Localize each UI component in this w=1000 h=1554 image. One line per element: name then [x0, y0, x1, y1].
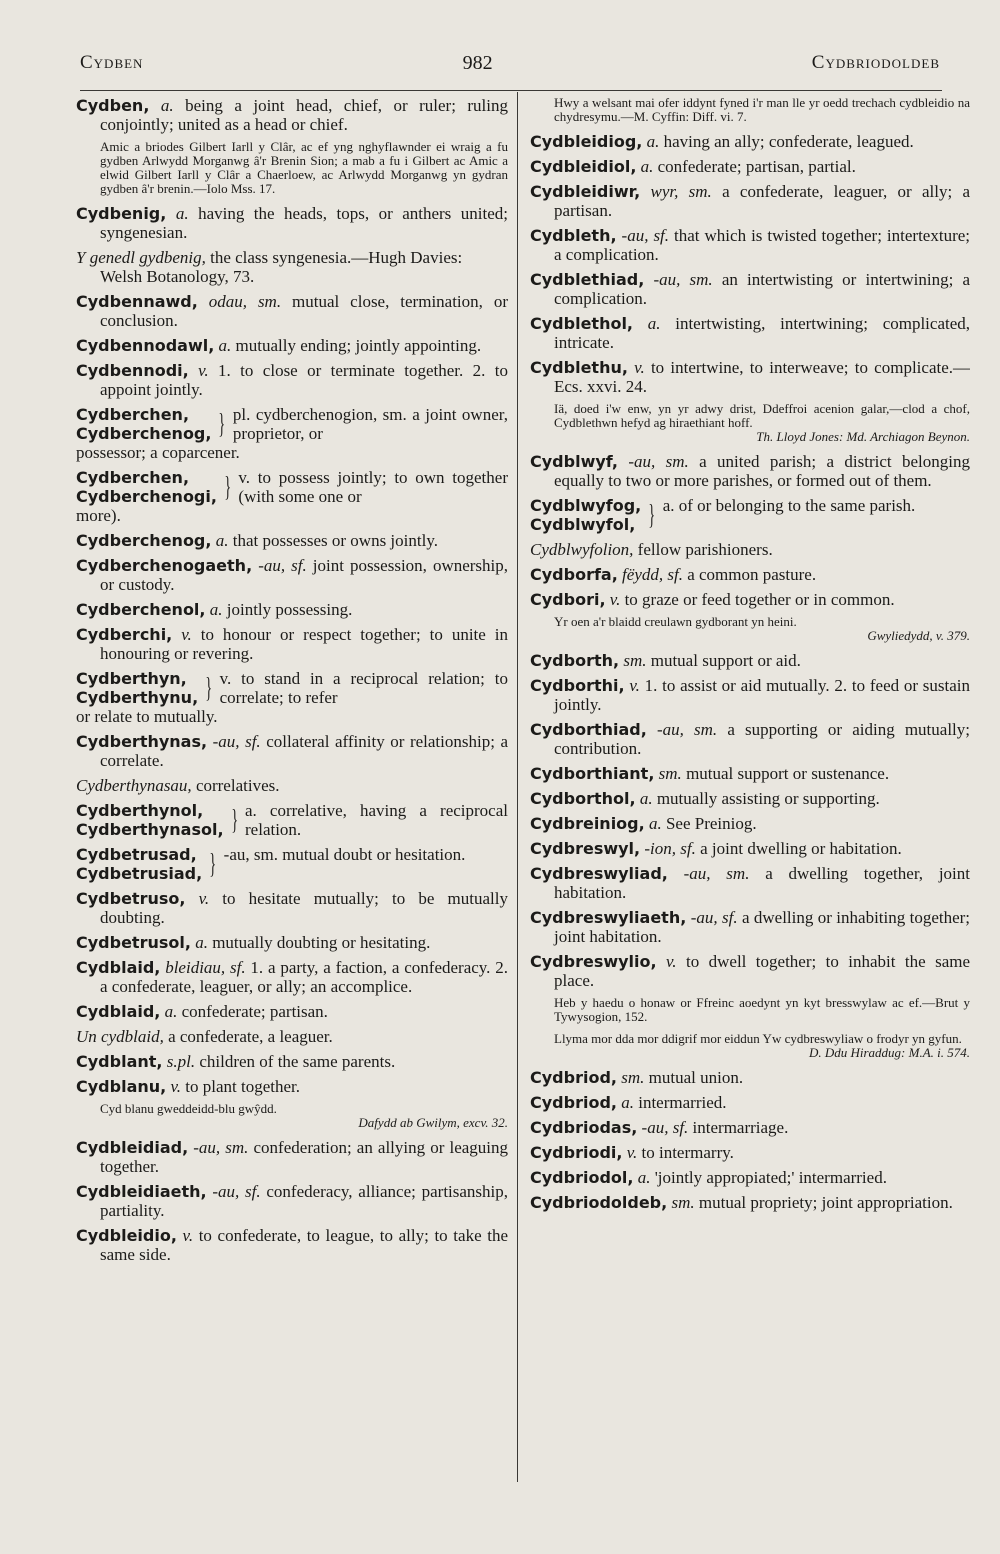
entry: [530, 839, 970, 858]
part-of-speech: a.: [637, 1168, 651, 1187]
usage-text: the class syngenesia.—Hugh Davies: Welsh Botanology, 73.: [100, 248, 463, 286]
headword: Cydbreiniog,: [530, 814, 645, 833]
part-of-speech: sm.: [621, 1068, 645, 1087]
definition: to hesitate mutually; to be mutually doubting.: [100, 889, 508, 927]
part-of-speech: -au, sm.: [628, 452, 689, 471]
definition: to intertwine, to interweave; to complicate.—Ecs. xxvi. 24.: [554, 358, 970, 396]
definition: being a joint head, chief, or ruler; ruling conjointly; united as a head or chief.: [100, 96, 508, 134]
headword: Cydborthiant,: [530, 764, 655, 783]
header-left-guideword: Cydben: [80, 52, 144, 73]
headword: Cydblwyf,: [530, 452, 618, 471]
entry: [76, 1182, 508, 1220]
headword: Cydbleidiog,: [530, 132, 643, 151]
citation-text: Cyd blanu gweddeidd-blu gwŷdd.: [100, 1101, 277, 1116]
part-of-speech: -au, sf.: [641, 1118, 689, 1137]
part-of-speech: v.: [170, 1077, 182, 1096]
paired-entry: [76, 801, 508, 839]
part-of-speech: v.: [182, 1226, 194, 1245]
definition: an intertwisting or intertwining; a complication.: [554, 270, 970, 308]
right-column: [530, 96, 970, 1218]
definition: v. to possess jointly; to own together (with some one or: [238, 468, 508, 506]
definition: pl. cydberchenogion, sm. a joint owner, proprietor, or: [232, 405, 508, 443]
definition: a joint dwelling or habitation.: [700, 839, 902, 858]
part-of-speech: v.: [629, 676, 640, 695]
headword: Cydberchenogi,: [76, 487, 217, 506]
citation-source: Dafydd ab Gwilym, excv. 32.: [358, 1115, 508, 1130]
definition: that possesses or owns jointly.: [232, 531, 438, 550]
citation-source: Gwyliedydd, v. 379.: [867, 628, 970, 643]
definition-continued: or relate to mutually.: [76, 707, 218, 726]
definition: a confederate, leaguer, or ally; a partisan.: [554, 182, 970, 220]
definition: to intermarry.: [641, 1143, 734, 1162]
entry: [76, 292, 508, 330]
headword: Cydblethol,: [530, 314, 634, 333]
paired-entry: [76, 669, 508, 707]
definition: a united parish; a district belonging equally to two or more parishes, or formed out of them.: [554, 452, 970, 490]
entry: [530, 590, 970, 609]
definition: a supporting or aiding mutually; contribution.: [554, 720, 970, 758]
headword: Cydblaid,: [76, 958, 161, 977]
part-of-speech: a.: [621, 1093, 634, 1112]
definition: joint possession, ownership, or custody.: [100, 556, 508, 594]
entry: [530, 182, 970, 220]
headword: Cydbleidiad,: [76, 1138, 189, 1157]
headword: Cydblwyfog,: [530, 496, 642, 515]
headword: Cydberchenol,: [76, 600, 206, 619]
entry: [76, 531, 508, 550]
definition: confederate; partisan.: [181, 1002, 328, 1021]
entry: [530, 1168, 970, 1187]
citation-source: Th. Lloyd Jones: Md. Archiagon Beynon.: [756, 429, 970, 444]
running-header: [80, 48, 940, 78]
citation: [530, 996, 970, 1024]
definition: mutually doubting or hesitating.: [212, 933, 431, 952]
entry: [76, 556, 508, 594]
part-of-speech: -au, sf.: [212, 1182, 261, 1201]
definition: 1. to assist or aid mutually. 2. to feed or sustain jointly.: [554, 676, 970, 714]
definition: 1. to close or terminate together. 2. to appoint jointly.: [100, 361, 508, 399]
headword: Cydberchen,: [76, 405, 190, 424]
entry: [76, 1002, 508, 1021]
entry: [530, 565, 970, 584]
headword: Cydberthynol,: [76, 801, 204, 820]
part-of-speech: -au, sm.: [656, 720, 718, 739]
definition: to dwell together; to inhabit the same place.: [554, 952, 970, 990]
headword: Cydbleidio,: [76, 1226, 177, 1245]
left-column: [76, 96, 508, 1270]
usage-phrase: Y genedl gydbenig,: [76, 248, 206, 267]
entry: [76, 204, 508, 242]
definition: a. of or belonging to the same parish.: [662, 496, 916, 515]
headword: Cydbleth,: [530, 226, 617, 245]
citation-text: Heb y haedu o honaw or Ffreinc aoedynt yn kyt bresswylaw ac ef.—Brut y Tywysogion, 152.: [554, 995, 970, 1024]
definition: mutually ending; jointly appointing.: [235, 336, 482, 355]
definition: mutually assisting or supporting.: [656, 789, 880, 808]
part-of-speech: v.: [634, 358, 645, 377]
headword: Cydbriodi,: [530, 1143, 623, 1162]
headword: Cydbreswylio,: [530, 952, 657, 971]
entry: [76, 1138, 508, 1176]
part-of-speech: a.: [195, 933, 208, 952]
entry: [530, 157, 970, 176]
definition-continued: more).: [76, 506, 121, 525]
headword: Cydbriodol,: [530, 1168, 634, 1187]
entry: [530, 1193, 970, 1212]
headword: Cydblethu,: [530, 358, 628, 377]
headword: Cydberchenogaeth,: [76, 556, 253, 575]
entry: [530, 651, 970, 670]
part-of-speech: -au, sf.: [212, 732, 261, 751]
definition: -au, sm. mutual doubt or hesitation.: [223, 845, 466, 864]
part-of-speech: a.: [640, 157, 654, 176]
part-of-speech: -ion, sf.: [644, 839, 696, 858]
definition: See Preiniog.: [665, 814, 757, 833]
brace: }: [224, 471, 232, 503]
headword: Cydbennodi,: [76, 361, 189, 380]
usage-text: a confederate, a leaguer.: [168, 1027, 333, 1046]
citation-text: Amic a briodes Gilbert Iarll y Clâr, ac ef yng nghyflawnder ei wraig a fu gydben Arlwydd Morganwg â'r Brenin Sion; a mab a fu i Gilbert ac Amic a elwid Gilbert Iarll y Clâr a Chaerloew, ac Arlwydd Morganwg yn gydran gydben â'r brenin.—Iolo Mss. 17.: [100, 139, 508, 196]
headword: Cydbriod,: [530, 1093, 617, 1112]
entry: [530, 132, 970, 151]
brace: }: [209, 848, 217, 880]
part-of-speech: sm.: [623, 651, 647, 670]
part-of-speech: a.: [646, 132, 660, 151]
usage-text: correlatives.: [195, 776, 280, 795]
entry: [76, 96, 508, 134]
citation: [530, 1032, 970, 1060]
usage-phrase: Cydberthynasau,: [76, 776, 192, 795]
headword: Cydbetrusol,: [76, 933, 191, 952]
part-of-speech: v.: [198, 361, 209, 380]
definition: intermarriage.: [692, 1118, 789, 1137]
headword: Cydborth,: [530, 651, 620, 670]
entry: [76, 889, 508, 927]
citation-text: Yr oen a'r blaidd creulawn gydborant yn heini.: [554, 614, 797, 629]
part-of-speech: a.: [175, 204, 189, 223]
entry: [76, 336, 508, 355]
entry: [530, 314, 970, 352]
headword: Cydbriodas,: [530, 1118, 638, 1137]
part-of-speech: odau, sm.: [208, 292, 282, 311]
part-of-speech: a.: [647, 314, 661, 333]
definition: mutual union.: [648, 1068, 744, 1087]
entry: [530, 789, 970, 808]
definition: confederate; partisan, partial.: [657, 157, 856, 176]
paired-entry: [76, 405, 508, 443]
header-right-guideword: Cydbriodoldeb: [811, 52, 940, 73]
citation: [76, 140, 508, 196]
definition: intermarried.: [638, 1093, 727, 1112]
headword: Cydberthynasol,: [76, 820, 224, 839]
definition: a dwelling together, joint habitation.: [554, 864, 970, 902]
headword: Cydben,: [76, 96, 150, 115]
headword: Cydbetruso,: [76, 889, 186, 908]
headword: Cydbetrusad,: [76, 845, 197, 864]
citation: [530, 402, 970, 444]
headword: Cydblanu,: [76, 1077, 167, 1096]
definition: a dwelling or inhabiting together; joint habitation.: [554, 908, 970, 946]
headword: Cydblethiad,: [530, 270, 645, 289]
usage-phrase: Un cydblaid,: [76, 1027, 164, 1046]
definition: collateral affinity or relationship; a correlate.: [100, 732, 508, 770]
definition: v. to stand in a reciprocal relation; to correlate; to refer: [219, 669, 508, 707]
headword: Cydberthynas,: [76, 732, 208, 751]
headword: Cydbori,: [530, 590, 606, 609]
column-divider: [517, 92, 518, 1482]
headword: Cydbreswyliaeth,: [530, 908, 687, 927]
definition: having an ally; confederate, leagued.: [663, 132, 914, 151]
part-of-speech: v.: [666, 952, 677, 971]
page-number: 982: [462, 51, 493, 74]
part-of-speech: -au, sf.: [621, 226, 670, 245]
part-of-speech: bleidiau, sf.: [165, 958, 246, 977]
entry: [76, 1226, 508, 1264]
entry: [530, 452, 970, 490]
headword: Cydberthyn,: [76, 669, 187, 688]
part-of-speech: sm.: [671, 1193, 695, 1212]
entry: [530, 1143, 970, 1162]
part-of-speech: wyr, sm.: [650, 182, 712, 201]
part-of-speech: v.: [198, 889, 210, 908]
entry: [530, 908, 970, 946]
usage-text: fellow parishioners.: [637, 540, 773, 559]
usage-note: [530, 540, 970, 559]
part-of-speech: fëydd, sf.: [622, 565, 683, 584]
headword: Cydblaid,: [76, 1002, 161, 1021]
entry: [76, 732, 508, 770]
usage-note: [76, 776, 508, 795]
definition: confederation; an allying or leaguing together.: [100, 1138, 508, 1176]
entry: [530, 676, 970, 714]
headword: Cydbleidiaeth,: [76, 1182, 207, 1201]
part-of-speech: v.: [626, 1143, 638, 1162]
entry: [530, 720, 970, 758]
definition: intertwisting, intertwining; complicated, intricate.: [554, 314, 970, 352]
entry: [530, 226, 970, 264]
citation: [76, 1102, 508, 1130]
definition-continued: possessor; a coparcener.: [76, 443, 240, 462]
part-of-speech: a.: [218, 336, 232, 355]
headword: Cydbriodoldeb,: [530, 1193, 668, 1212]
entry: [530, 358, 970, 396]
usage-note: [76, 1027, 508, 1046]
part-of-speech: -au, sm.: [683, 864, 750, 883]
definition: to graze or feed together or in common.: [624, 590, 895, 609]
headword: Cydberchenog,: [76, 424, 212, 443]
part-of-speech: -au, sf.: [258, 556, 307, 575]
definition: that which is twisted together; intertexture; a complication.: [554, 226, 970, 264]
part-of-speech: sm.: [658, 764, 682, 783]
definition: children of the same parents.: [199, 1052, 396, 1071]
headword: Cydborthiad,: [530, 720, 647, 739]
definition: confederacy, alliance; partisanship, partiality.: [100, 1182, 508, 1220]
brace: }: [230, 804, 238, 836]
entry: [530, 764, 970, 783]
brace: }: [205, 672, 213, 704]
part-of-speech: -au, sm.: [193, 1138, 249, 1157]
entry: [530, 952, 970, 990]
headword: Cydborthol,: [530, 789, 636, 808]
entry: [530, 814, 970, 833]
definition: mutual propriety; joint appropriation.: [698, 1193, 953, 1212]
definition: mutual support or sustenance.: [686, 764, 890, 783]
paired-entry: [76, 468, 508, 506]
paired-entry: [76, 845, 508, 883]
headword: Cydbreswyliad,: [530, 864, 668, 883]
headword: Cydbriod,: [530, 1068, 617, 1087]
citation-source: D. Ddu Hiraddug: M.A. i. 574.: [808, 1045, 970, 1060]
part-of-speech: a.: [209, 600, 223, 619]
definition: to confederate, to league, to ally; to take the same side.: [100, 1226, 508, 1264]
citation: [530, 615, 970, 643]
citation-text: Llyma mor dda mor ddigrif mor eiddun Yw cydbreswyliaw o frodyr yn gyfun.: [554, 1031, 962, 1046]
headword: Cydberchenog,: [76, 531, 212, 550]
citation: [530, 96, 970, 124]
definition: a common pasture.: [687, 565, 817, 584]
definition: mutual close, termination, or conclusion.: [100, 292, 508, 330]
part-of-speech: s.pl.: [166, 1052, 196, 1071]
entry: [530, 1068, 970, 1087]
entry: [76, 1077, 508, 1096]
definition: to honour or respect together; to unite in honouring or revering.: [100, 625, 508, 663]
headword: Cydbleidiol,: [530, 157, 637, 176]
headword: Cydbreswyl,: [530, 839, 641, 858]
headword: Cydbenig,: [76, 204, 167, 223]
headword: Cydbennawd,: [76, 292, 198, 311]
part-of-speech: -au, sf.: [690, 908, 738, 927]
headword: Cydbleidiwr,: [530, 182, 641, 201]
usage-note: [76, 248, 508, 286]
entry: [76, 600, 508, 619]
part-of-speech: a.: [164, 1002, 178, 1021]
entry: [76, 933, 508, 952]
headword: Cydberchen,: [76, 468, 190, 487]
headword: Cydbennodawl,: [76, 336, 215, 355]
definition: jointly possessing.: [226, 600, 353, 619]
usage-phrase: Cydblwyfolion,: [530, 540, 634, 559]
definition: a. correlative, having a reciprocal relation.: [245, 801, 508, 839]
entry: [530, 1118, 970, 1137]
definition: 'jointly appropiated;' intermarried.: [654, 1168, 887, 1187]
entry: [530, 1093, 970, 1112]
headword: Cydberchi,: [76, 625, 173, 644]
definition: to plant together.: [185, 1077, 300, 1096]
part-of-speech: a.: [160, 96, 174, 115]
headword: Cydberthynu,: [76, 688, 199, 707]
entry: [76, 1052, 508, 1071]
part-of-speech: v.: [609, 590, 621, 609]
definition: mutual support or aid.: [650, 651, 801, 670]
headword: Cydblant,: [76, 1052, 163, 1071]
entry: [76, 625, 508, 663]
part-of-speech: a.: [639, 789, 653, 808]
header-rule: [80, 90, 942, 91]
headword: Cydborthi,: [530, 676, 625, 695]
definition: 1. a party, a faction, a confederacy. 2. a confederate, leaguer, or ally; an accomplice.: [100, 958, 508, 996]
headword: Cydborfa,: [530, 565, 618, 584]
part-of-speech: v.: [181, 625, 192, 644]
entry: [76, 958, 508, 996]
part-of-speech: a.: [648, 814, 662, 833]
entry: [530, 270, 970, 308]
headword: Cydblwyfol,: [530, 515, 636, 534]
entry: [530, 864, 970, 902]
paired-entry: [530, 496, 970, 534]
brace: }: [218, 408, 226, 440]
brace: }: [648, 499, 656, 531]
citation-text: Iä, doed i'w enw, yn yr adwy drist, Ddeffroi acenion galar,—clod a chof, Cydblethwn hefyd ag hiraethiant hoff.: [554, 401, 970, 430]
citation-text: Hwy a welsant mai ofer iddynt fyned i'r man lle yr oedd trechach cydbleidio na chydresymu.—M. Cyffin: Diff. vi. 7.: [554, 96, 970, 124]
entry: [76, 361, 508, 399]
part-of-speech: a.: [215, 531, 229, 550]
part-of-speech: -au, sm.: [653, 270, 713, 289]
headword: Cydbetrusiad,: [76, 864, 203, 883]
definition: having the heads, tops, or anthers united; syngenesian.: [100, 204, 508, 242]
